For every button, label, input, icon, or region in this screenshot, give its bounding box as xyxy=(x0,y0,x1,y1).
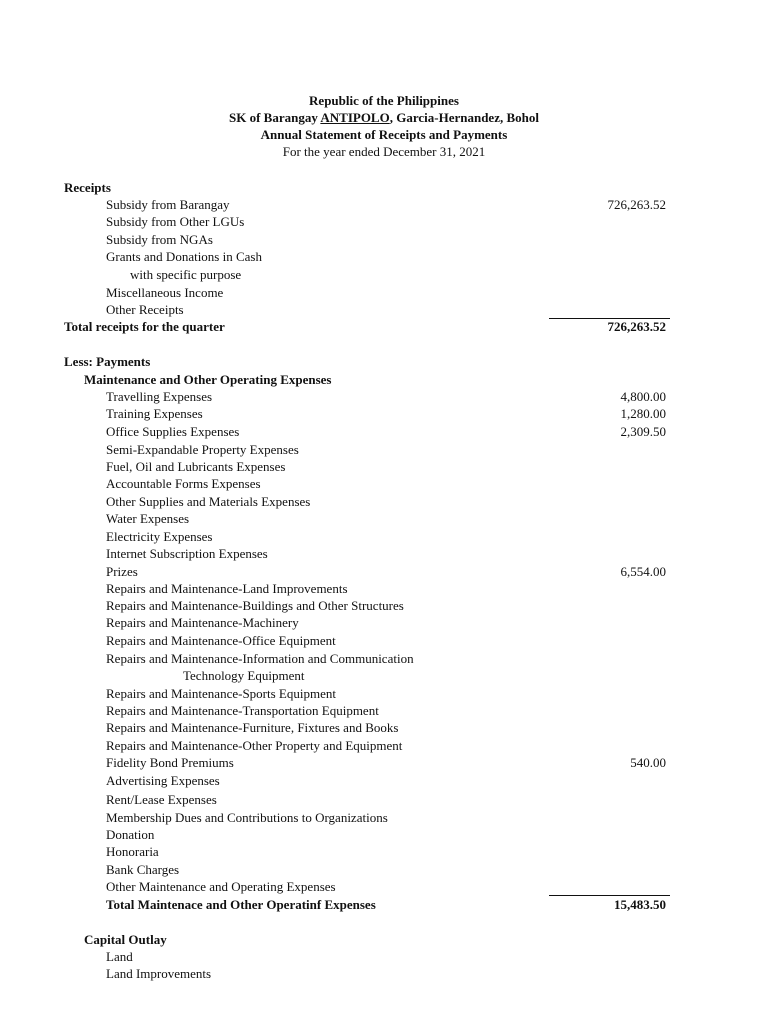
expense-label: Technology Equipment xyxy=(183,668,305,683)
receipts-total-row xyxy=(0,318,768,335)
table-row xyxy=(0,528,768,545)
table-row xyxy=(0,737,768,754)
table-row xyxy=(0,231,768,248)
expense-label: Accountable Forms Expenses xyxy=(106,476,261,491)
table-row xyxy=(0,597,768,614)
table-row xyxy=(0,809,768,826)
capital-item-label: Land xyxy=(106,949,133,964)
receipt-label: Subsidy from Barangay xyxy=(106,197,230,212)
receipt-label: Subsidy from NGAs xyxy=(106,232,213,247)
expense-label: Other Supplies and Materials Expenses xyxy=(106,494,311,509)
receipts-total-label: Total receipts for the quarter xyxy=(64,319,225,334)
expense-label: Advertising Expenses xyxy=(106,773,220,788)
expense-amount: 2,309.50 xyxy=(620,424,666,439)
table-row xyxy=(0,441,768,458)
table-row xyxy=(0,667,768,684)
table-row xyxy=(0,702,768,719)
expense-label: Other Maintenance and Operating Expenses xyxy=(106,879,336,894)
table-row xyxy=(0,284,768,301)
table-row xyxy=(0,248,768,265)
table-row xyxy=(0,213,768,230)
receipt-label: Grants and Donations in Cash xyxy=(106,249,262,264)
capital-outlay-heading: Capital Outlay xyxy=(84,932,167,947)
header-republic: Republic of the Philippines xyxy=(309,93,459,108)
payments-heading-row xyxy=(0,353,768,370)
mooe-total-row xyxy=(0,896,768,913)
receipt-amount: 726,263.52 xyxy=(607,197,666,212)
receipts-total-amount: 726,263.52 xyxy=(607,319,666,334)
table-row xyxy=(0,563,768,580)
payments-heading: Less: Payments xyxy=(64,354,151,369)
expense-amount: 6,554.00 xyxy=(620,564,666,579)
table-row xyxy=(0,475,768,492)
header-statement-title: Annual Statement of Receipts and Payments xyxy=(260,127,508,142)
table-row xyxy=(0,719,768,736)
receipts-heading-row xyxy=(0,179,768,196)
expense-label: Repairs and Maintenance-Buildings and Other Structures xyxy=(106,598,404,613)
receipt-label: Miscellaneous Income xyxy=(106,285,224,300)
table-row xyxy=(0,843,768,860)
expense-amount: 4,800.00 xyxy=(620,389,666,404)
expense-label: Repairs and Maintenance-Office Equipment xyxy=(106,633,336,648)
expense-label: Membership Dues and Contributions to Organizations xyxy=(106,810,388,825)
mooe-heading: Maintenance and Other Operating Expenses xyxy=(84,372,332,387)
expense-label: Semi-Expandable Property Expenses xyxy=(106,442,299,457)
mooe-total-label: Total Maintenace and Other Operatinf Expenses xyxy=(106,897,376,912)
header-barangay-name: ANTIPOLO xyxy=(320,110,390,125)
expense-label: Fuel, Oil and Lubricants Expenses xyxy=(106,459,286,474)
table-row xyxy=(0,423,768,440)
mooe-heading-row xyxy=(0,371,768,388)
capital-item-label: Land Improvements xyxy=(106,966,212,981)
table-row xyxy=(0,826,768,843)
table-row xyxy=(0,965,768,982)
table-row xyxy=(0,580,768,597)
expense-label: Training Expenses xyxy=(106,406,203,421)
table-row xyxy=(0,861,768,878)
table-row xyxy=(0,754,768,771)
receipt-label: Other Receipts xyxy=(106,302,184,317)
expense-label: Repairs and Maintenance-Sports Equipment xyxy=(106,686,336,701)
capital-outlay-heading-row xyxy=(0,931,768,948)
table-row xyxy=(0,545,768,562)
statement-header xyxy=(0,92,768,160)
header-period: For the year ended December 31, 2021 xyxy=(282,144,486,159)
table-row xyxy=(0,791,768,808)
header-location: , Garcia-Hernandez, Bohol xyxy=(389,110,539,125)
header-sk-prefix: SK of Barangay xyxy=(229,110,321,125)
table-row xyxy=(0,650,768,667)
table-row xyxy=(0,948,768,965)
expense-label: Travelling Expenses xyxy=(106,389,213,404)
expense-label: Honoraria xyxy=(106,844,159,859)
table-row xyxy=(0,632,768,649)
table-row xyxy=(0,266,768,283)
header-sk-barangay xyxy=(0,109,768,126)
expense-label: Repairs and Maintenance-Machinery xyxy=(106,615,299,630)
receipt-label: Subsidy from Other LGUs xyxy=(106,214,245,229)
expense-label: Repairs and Maintenance-Transportation Equipment xyxy=(106,703,379,718)
table-row xyxy=(0,301,768,318)
expense-label: Water Expenses xyxy=(106,511,190,526)
expense-label: Internet Subscription Expenses xyxy=(106,546,268,561)
table-row xyxy=(0,388,768,405)
table-row xyxy=(0,196,768,213)
table-row xyxy=(0,614,768,631)
table-row xyxy=(0,772,768,789)
expense-label: Repairs and Maintenance-Information and Communication xyxy=(106,651,414,666)
table-row xyxy=(0,458,768,475)
table-row xyxy=(0,405,768,422)
expense-label: Donation xyxy=(106,827,155,842)
expense-label: Rent/Lease Expenses xyxy=(106,792,217,807)
table-row xyxy=(0,493,768,510)
expense-label: Bank Charges xyxy=(106,862,180,877)
table-row xyxy=(0,510,768,527)
expense-label: Electricity Expenses xyxy=(106,529,213,544)
expense-label: Repairs and Maintenance-Land Improvements xyxy=(106,581,348,596)
receipt-label: with specific purpose xyxy=(130,267,242,282)
expense-amount: 1,280.00 xyxy=(620,406,666,421)
expense-label: Office Supplies Expenses xyxy=(106,424,240,439)
table-row xyxy=(0,685,768,702)
table-row xyxy=(0,878,768,895)
expense-label: Fidelity Bond Premiums xyxy=(106,755,234,770)
expense-amount: 540.00 xyxy=(630,755,666,770)
expense-label: Prizes xyxy=(106,564,138,579)
expense-label: Repairs and Maintenance-Other Property and Equipment xyxy=(106,738,403,753)
mooe-total-amount: 15,483.50 xyxy=(614,897,666,912)
receipts-heading: Receipts xyxy=(64,180,111,195)
expense-label: Repairs and Maintenance-Furniture, Fixtures and Books xyxy=(106,720,399,735)
